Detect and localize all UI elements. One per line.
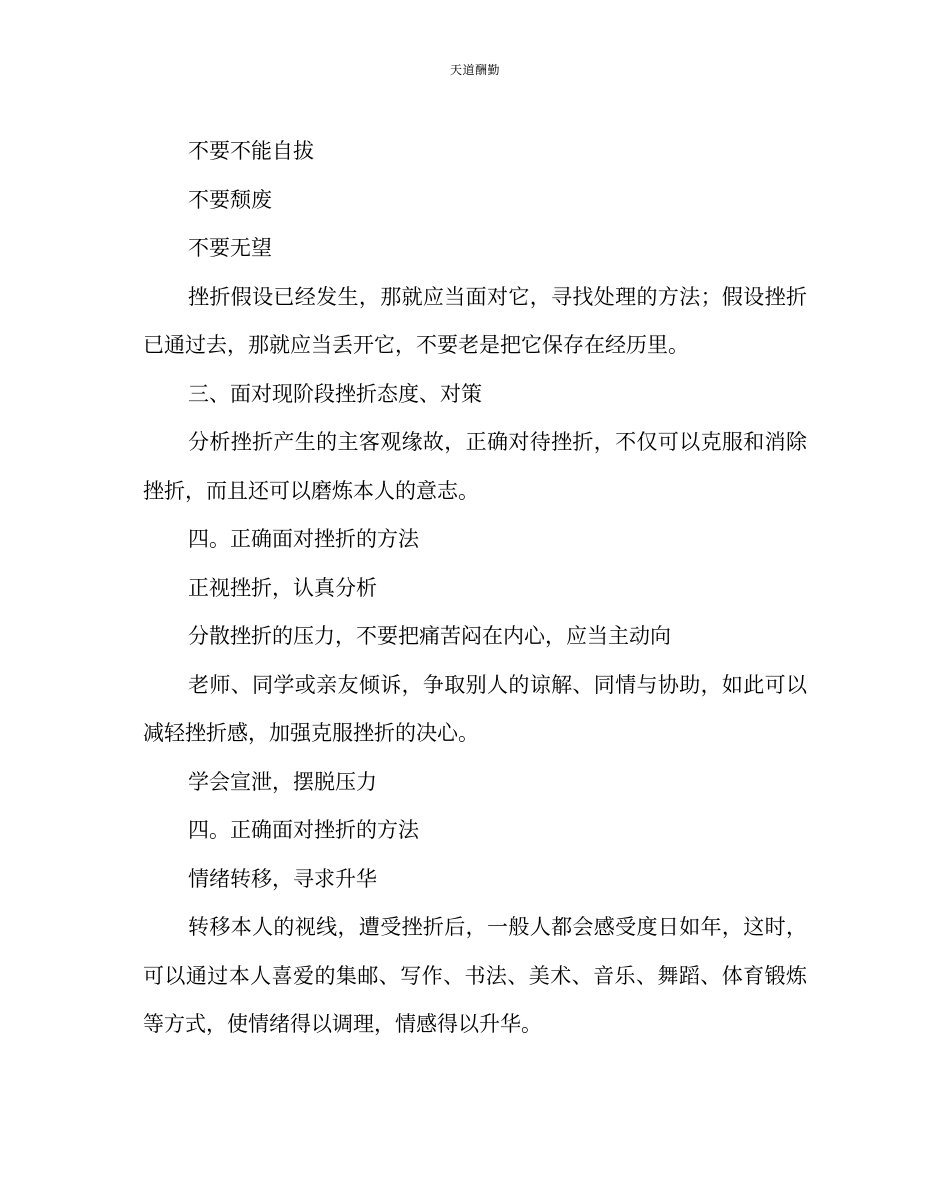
paragraph-disperse-pressure: 分散挫折的压力，不要把痛苦闷在内心，应当主动向 bbox=[188, 624, 671, 648]
paragraph-shift-attention: 转移本人的视线，遭受挫折后，一般人都会感受度日如年，这时，可以通过本人喜爱的集邮、写作、书法、美术、音乐、舞蹈、体育锻炼等方式，使情绪得以调理，情感得以升华。 bbox=[143, 915, 807, 1036]
paragraph-no-despair: 不要无望 bbox=[188, 236, 272, 260]
paragraph-no-self-pity: 不要不能自拔 bbox=[188, 139, 314, 163]
paragraph-confide: 老师、同学或亲友倾诉，争取别人的谅解、同情与协助，如此可以减轻挫折感，加强克服挫折的决心。 bbox=[143, 672, 807, 745]
subheading-release-pressure: 学会宣泄，摆脱压力 bbox=[188, 769, 377, 794]
paragraph-no-dejection: 不要颓废 bbox=[188, 187, 272, 212]
page-header: 天道酬勤 bbox=[449, 63, 500, 77]
paragraph-analyze-causes: 分析挫折产生的主客观缘故，正确对待挫折，不仅可以克服和消除挫折，而且还可以磨炼本人的意志。 bbox=[143, 430, 807, 503]
section-heading-3: 三、面对现阶段挫折态度、对策 bbox=[188, 381, 482, 406]
section-heading-4b: 四。正确面对挫折的方法 bbox=[188, 818, 419, 842]
document-body bbox=[143, 127, 807, 1049]
subheading-face-analyze: 正视挫折，认真分析 bbox=[188, 575, 377, 600]
section-heading-4a: 四。正确面对挫折的方法 bbox=[188, 527, 419, 551]
subheading-emotion-transfer: 情绪转移，寻求升华 bbox=[188, 866, 377, 891]
paragraph-face-setback: 挫折假设已经发生，那就应当面对它，寻找处理的方法；假设挫折已通过去，那就应当丢开它，不要老是把它保存在经历里。 bbox=[143, 284, 807, 357]
